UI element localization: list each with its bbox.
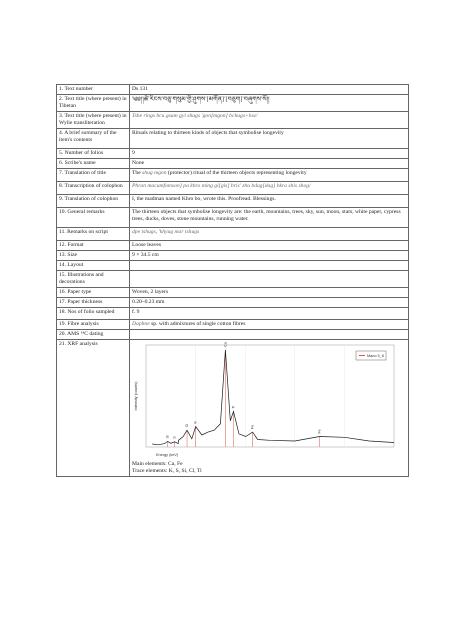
- field-value: Ds 131: [130, 85, 409, 95]
- field-value: [130, 168, 409, 181]
- field-label: 16. Paper type: [57, 287, 130, 297]
- table-row: [57, 250, 409, 260]
- field-value: Loose leaves: [130, 240, 409, 250]
- field-value: 0.20–0.23 mm: [130, 297, 409, 307]
- field-label: 11. Remarks on script: [57, 227, 130, 240]
- peak-label: Fe: [317, 429, 322, 434]
- table-row: [57, 148, 409, 158]
- field-value: 9 × 34.5 cm: [130, 250, 409, 260]
- field-value: 9: [130, 148, 409, 158]
- peak-label: Cl: [185, 423, 190, 427]
- table-row: [57, 270, 409, 287]
- table-row: [57, 260, 409, 270]
- field-value: [130, 260, 409, 270]
- table-row: [57, 94, 409, 111]
- field-value: [130, 339, 409, 477]
- table-row: [57, 307, 409, 319]
- field-label: 12. Format: [57, 240, 130, 250]
- table-row: [57, 85, 409, 95]
- field-label: 20. AMS ¹⁴C dating: [57, 329, 130, 339]
- field-label: 8. Transcription of colophon: [57, 181, 130, 194]
- field-value-italic: Daphne: [132, 320, 150, 327]
- field-label: 4. A brief summary of the item's contents: [57, 128, 130, 148]
- field-label: 15. Illustrations and decorations: [57, 270, 130, 287]
- table-row: [57, 194, 409, 207]
- table-row: [57, 329, 409, 339]
- field-value: [130, 319, 409, 329]
- field-label: 7. Translation of title: [57, 168, 130, 181]
- plot-area: [146, 345, 394, 447]
- table-row: [57, 319, 409, 329]
- field-value: Phran macumfomson] pa khro ming gi[gis] bris' zhu bdag[dag] bkra shis shog/: [130, 181, 409, 194]
- table-row: [57, 227, 409, 240]
- legend-label: Mano 9_8: [367, 353, 384, 358]
- field-label: 21. XRF analysis: [57, 339, 130, 477]
- field-value-italic: shug mgon: [142, 169, 167, 176]
- table-row: [57, 207, 409, 227]
- table-row: [57, 128, 409, 148]
- field-label: 9. Translation of colophon: [57, 194, 130, 207]
- peak-label: Fe: [250, 424, 255, 429]
- peak-label: Ti: [231, 405, 236, 409]
- field-label: 19. Fibre analysis: [57, 319, 130, 329]
- table-row: [57, 287, 409, 297]
- field-value: ༄༅།།ཚེ་རིངས་བཅུ་གསུམ་གྱི་ཤུགས་[མགོན]་[བཅུག]་བཞུགས་སོ།།: [130, 94, 409, 111]
- field-value: I, the madman named Khro bo, wrote this. Proofread. Blessings.: [130, 194, 409, 207]
- field-label: 2. Text title (where present) in Tibetan: [57, 94, 130, 111]
- field-value: Woven, 2 layers: [130, 287, 409, 297]
- field-value: Tshe rings bcu gsum gyi shugs 'gon[mgon] bchugs+hso': [130, 111, 409, 128]
- table-row: [57, 158, 409, 168]
- table-row: [57, 168, 409, 181]
- field-label: 17. Paper thickness: [57, 297, 130, 307]
- field-value: The thirteen objects that symbolise longevity are: the earth, mountains, trees, sky, sun, moon, stars, white paper, cypress trees, ducks, doves, stone mountains, running water.: [130, 207, 409, 227]
- field-value: f. 9: [130, 307, 409, 319]
- field-label: 10. General remarks: [57, 207, 130, 227]
- xrf-spectrum-svg: [132, 341, 400, 459]
- x-axis-label: Energy (keV): [156, 452, 179, 457]
- field-value-text: (protector) ritual of the thirteen objects representing longevity: [166, 169, 307, 176]
- field-label: 5. Number of folios: [57, 148, 130, 158]
- field-value: [130, 329, 409, 339]
- field-label: 6. Scribe's name: [57, 158, 130, 168]
- table-row: [57, 111, 409, 128]
- peak-label: Si: [165, 434, 170, 439]
- catalogue-sheet: [56, 84, 402, 477]
- field-label: 3. Text title (where present) in Wylie transliteration: [57, 111, 130, 128]
- xrf-notes: [132, 461, 406, 476]
- field-label: 13. Size: [57, 250, 130, 260]
- field-value-text: sp. with admixtures of single cotton fibres: [149, 320, 246, 327]
- peak-label: K: [193, 420, 198, 424]
- field-value: None: [130, 158, 409, 168]
- peak-label: Ca: [223, 342, 228, 347]
- field-value: [130, 270, 409, 287]
- peak-label: S: [172, 436, 177, 439]
- field-value: Rituals relating to thirteen kinds of objects that symbolise longevity: [130, 128, 409, 148]
- field-label: 18. Nos of folio sampled: [57, 307, 130, 319]
- field-value-text: The: [132, 169, 143, 176]
- main-elements: Main elements: Ca, Fe: [132, 460, 183, 467]
- y-axis-label: Intensity (counts): [134, 381, 138, 411]
- field-label: 14. Layout: [57, 260, 130, 270]
- table-row: [57, 297, 409, 307]
- table-row: [57, 339, 409, 477]
- table-row: [57, 240, 409, 250]
- trace-elements: Trace elements: K, S, Si, Cl, Ti: [132, 468, 202, 475]
- field-label: 1. Text number: [57, 85, 130, 95]
- catalogue-table: [56, 84, 409, 477]
- xrf-chart: [132, 341, 400, 459]
- table-row: [57, 181, 409, 194]
- field-value: dpe tshugs, 'khyug mar tshugs: [130, 227, 409, 240]
